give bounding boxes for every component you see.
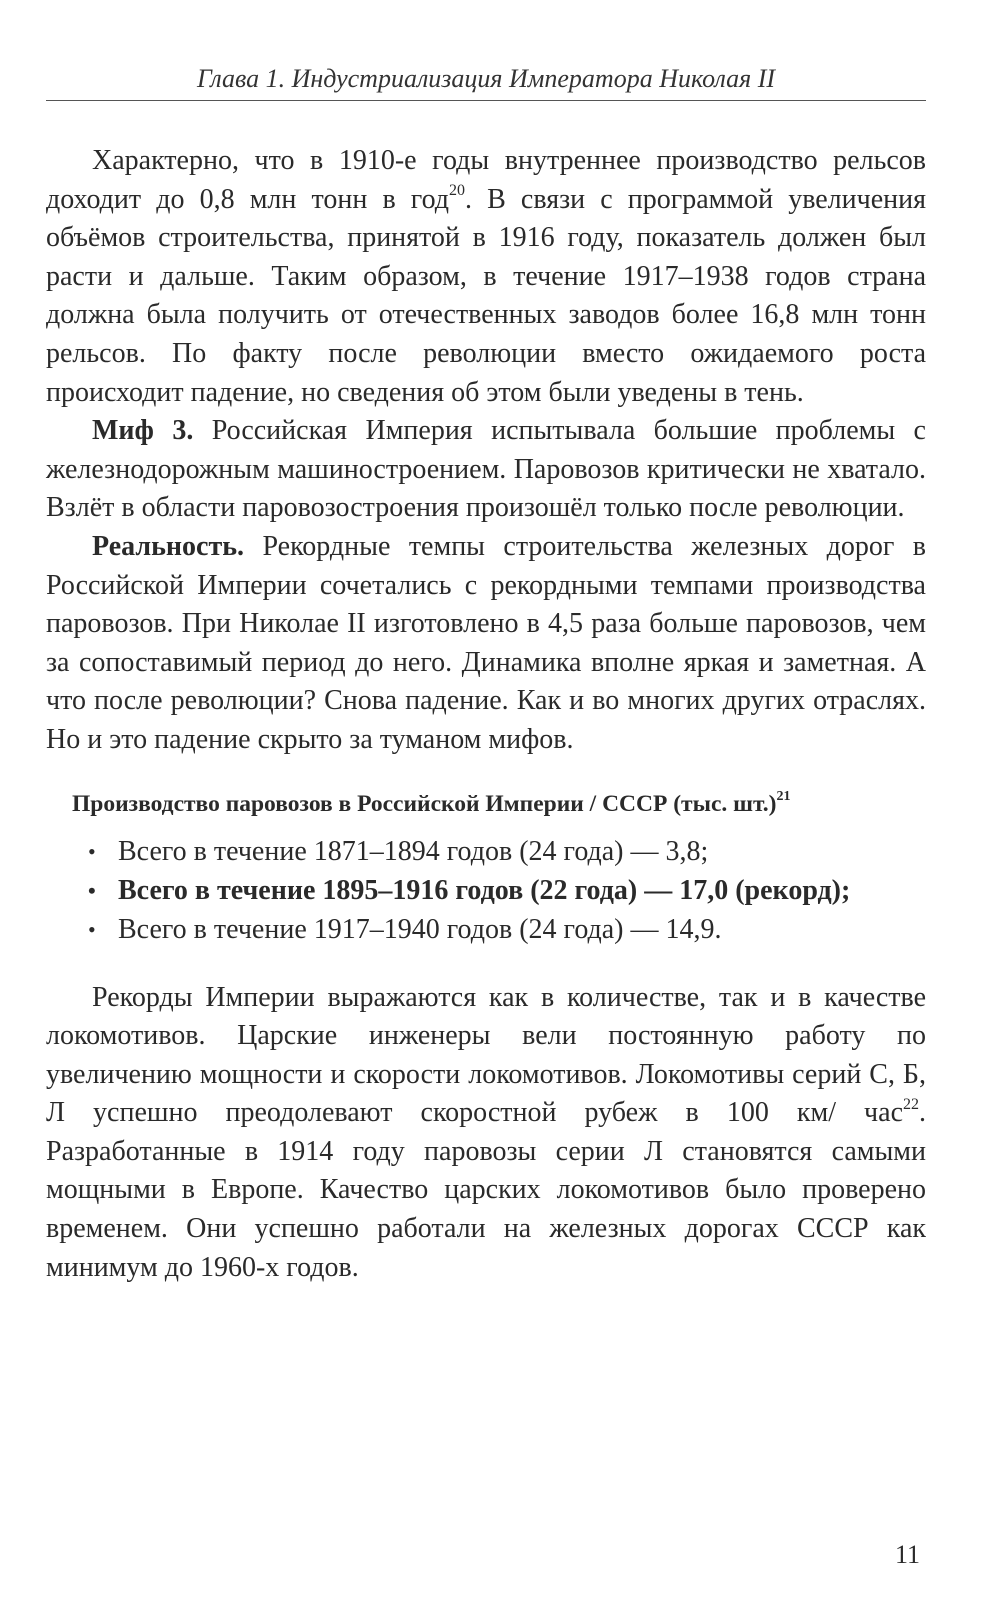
paragraph-text: Рекорды Империи выражаются как в количестве, так и в качестве локомотивов. Царские инженеры вели постоянную работу по увеличению мощности и скорости локомотивов. Локомотивы серий С, Б, Л успешно преодолевают скоростной рубеж в 100 км/ час	[46, 981, 926, 1129]
paragraph-locomotive-records	[46, 979, 926, 1288]
footnote-ref-22[interactable]: 22	[903, 1095, 919, 1113]
list-item-text: Всего в течение 1871–1894 годов (24 года) — 3,8;	[118, 835, 709, 867]
paragraph-text: Характерно, что в 1910-е годы внутреннее производство рельсов доходит до 0,8 млн тонн в год	[46, 145, 926, 215]
list-item-text: Всего в течение 1917–1940 годов (24 года) — 14,9.	[118, 913, 722, 945]
locomotive-production-list	[46, 832, 926, 949]
list-item-record	[46, 871, 926, 910]
page-number: 11	[894, 1540, 920, 1569]
reality-label: Реальность.	[92, 530, 245, 562]
list-item	[46, 832, 926, 871]
paragraph-text: Российская Империя испытывала большие проблемы с железнодорожным машиностроением. Паровозов критически не хватало. Взлёт в области паровозостроения произошёл только после революции.	[46, 415, 926, 524]
myth-label: Миф 3.	[92, 415, 194, 447]
book-page	[46, 0, 926, 1598]
table-caption	[72, 788, 926, 820]
footnote-ref-21[interactable]: 21	[776, 788, 791, 804]
paragraph-myth-3	[46, 412, 926, 528]
bullet-icon: •	[88, 838, 96, 864]
list-item-text: Всего в течение 1895–1916 годов (22 года) — 17,0 (рекорд);	[118, 874, 851, 906]
bullet-icon: •	[88, 916, 96, 942]
caption-text: Производство паровозов в Российской Империи / СССР (тыс. шт.)	[72, 790, 777, 817]
paragraph-text: Рекордные темпы строительства железных дорог в Российской Империи сочетались с рекордными темпами производства паровозов. При Николае II изготовлено в 4,5 раза больше паровозов, чем за сопоставимый период до него. Динамика вполне яркая и заметная. А что после революции? Снова падение. Как и во многих других отраслях. Но и это падение скрыто за туманом мифов.	[46, 530, 926, 755]
list-item	[46, 910, 926, 949]
body-text	[46, 142, 926, 1287]
paragraph-text: . В связи с программой увеличения объёмов строительства, принятой в 1916 году, показатель должен был расти и дальше. Таким образом, в течение 1917–1938 годов страна должна была получить от отечественных заводов более 16,8 млн тонн рельсов. По факту после революции вместо ожидаемого роста происходит падение, но сведения об этом были уведены в тень.	[46, 183, 926, 408]
bullet-icon: •	[88, 877, 96, 903]
paragraph-reality	[46, 528, 926, 760]
running-head: Глава 1. Индустриализация Императора Николая II	[196, 64, 776, 93]
footnote-ref-20[interactable]: 20	[449, 182, 466, 200]
paragraph-text: . Разработанные в 1914 году паровозы серии Л становятся самыми мощными в Европе. Качество царских локомотивов было проверено временем. Они успешно работали на железных дорогах СССР как минимум до 1960-х годов.	[46, 1097, 926, 1283]
header-rule	[46, 100, 926, 101]
paragraph-rails-production	[46, 142, 926, 412]
